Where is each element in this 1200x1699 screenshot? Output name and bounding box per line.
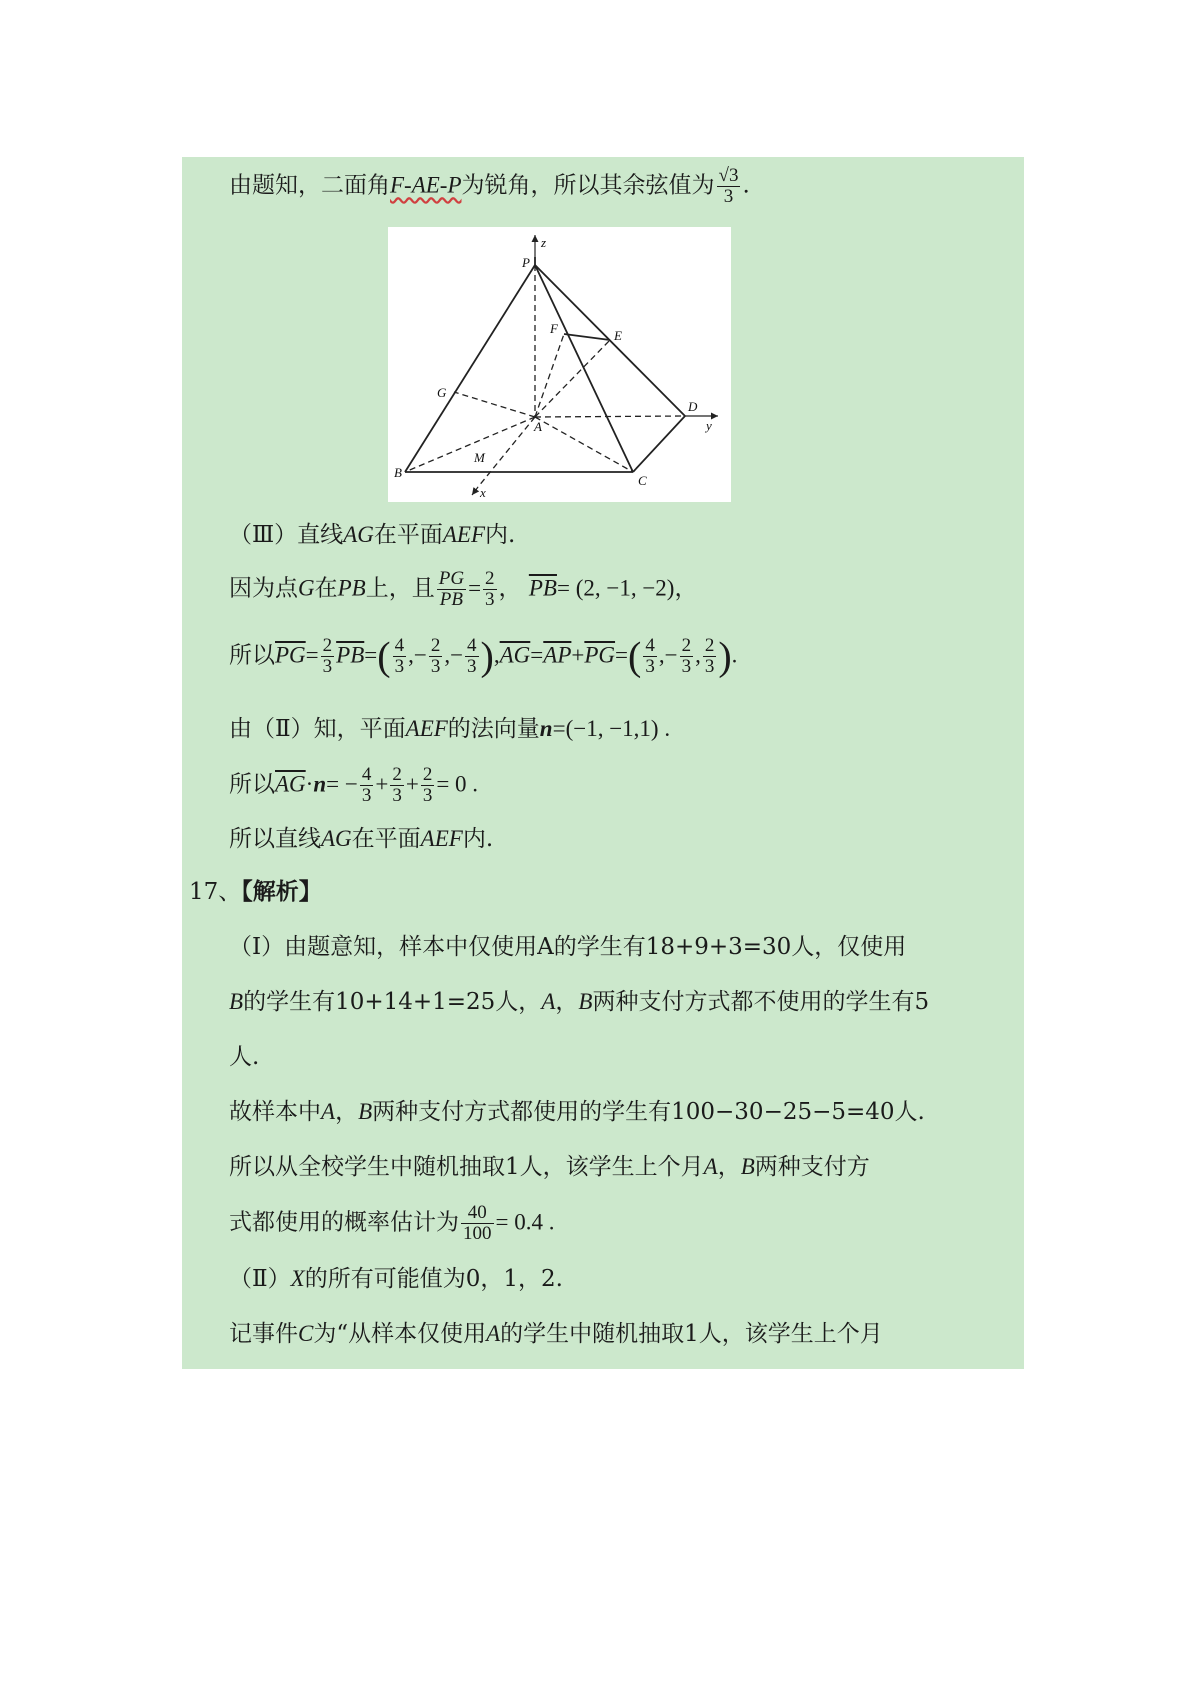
cos-fraction: $\frac{√3}{3}$ xyxy=(718,165,739,207)
q17-p1-line3: 人. xyxy=(229,1044,260,1070)
part3-heading: （Ⅲ）直线AG在平面AEF内. xyxy=(229,522,516,548)
analysis-label: 【解析】 xyxy=(241,878,322,905)
label-y: y xyxy=(706,418,712,433)
label-z: z xyxy=(541,235,547,250)
intro-line: 由题知，二面角F-AE-P为锐角，所以其余弦值为 $\frac{√3}{3}$ . xyxy=(229,165,750,207)
question-number: 17、 xyxy=(189,879,242,905)
dihedral-angle: F-AE-P xyxy=(390,172,462,198)
fraction-two-thirds: $\frac{2}{3}$ xyxy=(485,568,495,610)
dashed-edges xyxy=(405,265,685,487)
q17-p5: （Ⅱ）X的所有可能值为0，1，2. xyxy=(229,1266,563,1292)
solid-edges xyxy=(405,257,685,472)
q17-p1-line1: （Ⅰ）由题意知，样本中仅使用A的学生有18+9+3=30人，仅使用 xyxy=(229,934,907,960)
q17-p6: 记事件C为“从样本仅使用A的学生中随机抽取1人，该学生上个月 xyxy=(229,1321,883,1347)
label-F: F xyxy=(550,321,558,336)
q17-p3: 所以从全校学生中随机抽取1人，该学生上个月A，B两种支付方 xyxy=(229,1154,870,1180)
pyramid-diagram xyxy=(388,227,731,502)
probability-fraction: $\frac{40}{100}$ xyxy=(463,1202,492,1244)
vector-PB: $\overline{PB}$ xyxy=(528,575,557,601)
x-axis xyxy=(472,487,478,495)
label-B: B xyxy=(394,465,402,480)
label-C: C xyxy=(638,473,647,488)
label-D: D xyxy=(688,399,698,414)
label-M: M xyxy=(474,450,485,465)
label-G: G xyxy=(437,385,447,400)
intro-text-2: 为锐角，所以其余弦值为 xyxy=(461,172,715,199)
label-E: E xyxy=(614,328,622,343)
pyramid-figure xyxy=(388,227,731,502)
q17-p2: 故样本中A，B两种支付方式都使用的学生有100−30−25−5=40人. xyxy=(229,1099,925,1125)
label-A: A xyxy=(534,419,542,434)
part3-line4: 所以$\overline{AG}\cdot n=$ − $\frac{4}{3}$ + $\frac{2}{3}$ + $\frac{2}{3}$ = 0 . xyxy=(229,764,479,806)
part3-line5: 所以直线AG在平面AEF内. xyxy=(229,826,494,852)
label-P: P xyxy=(522,255,530,270)
q17-p1-line2: B的学生有10+14+1=25人，A，B两种支付方式都不使用的学生有5 xyxy=(229,989,930,1015)
label-x: x xyxy=(480,485,486,500)
part3-line1: 因为点G在PB上，且 $\frac{PG}{PB}$ = $\frac{2}{3}$ ， $\overline{PB}= (2$, −1, −2)， xyxy=(229,568,698,610)
fraction-pg-pb: $\frac{PG}{PB}$ xyxy=(438,568,465,610)
q17-p4: 式都使用的概率估计为 $\frac{40}{100}$ = 0.4 . xyxy=(229,1202,555,1244)
part3-line3: 由（Ⅱ）知，平面AEF的法向量n=(−1, −1,1) . xyxy=(229,716,671,742)
part3-line2: 所以$\overline{PG}=$ $\frac{2}{3}$ $\overline{PB}=$( $\frac{4}{3}$ ,− $\frac{2}{3}$ ,− $\frac{4}{3}$ )$,\overline{AG}=\overline{AP}+\overline{PG}=$( $\frac{4}{3}$ ,− $\frac{2}{3}$ , $\frac{2}{3}$ ). xyxy=(229,633,738,679)
q17-heading xyxy=(189,875,322,909)
intro-text: 由题知，二面角 xyxy=(229,172,390,199)
